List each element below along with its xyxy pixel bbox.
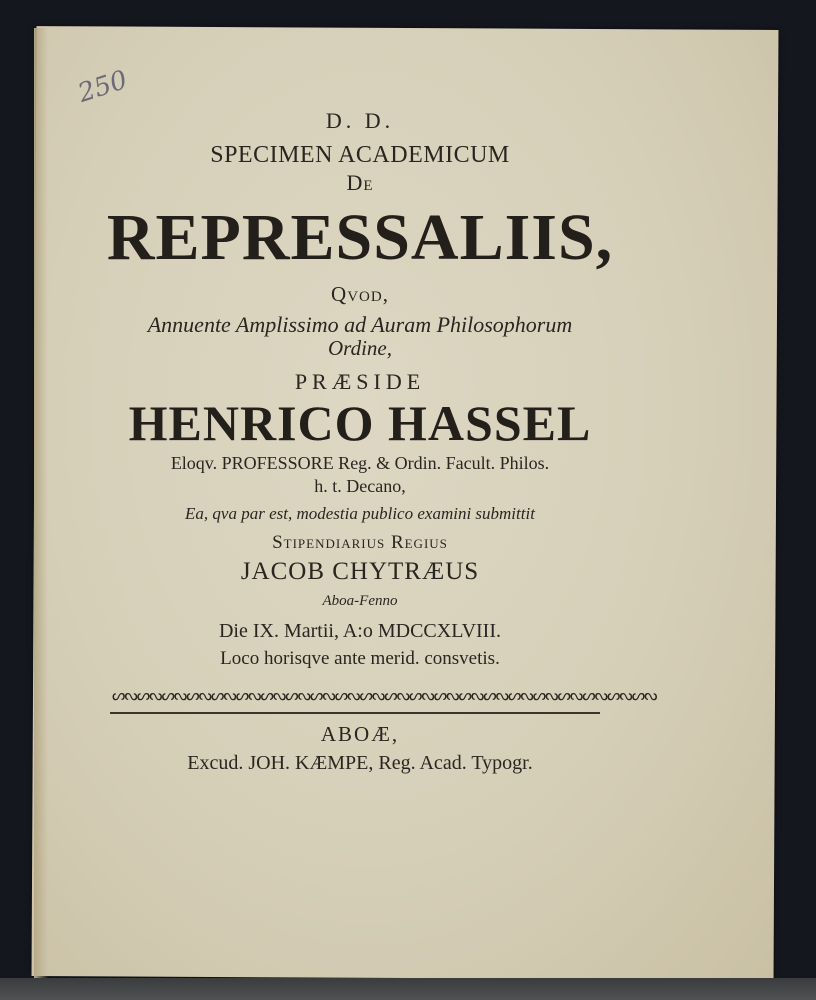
place-line: Loco horisqve ante merid. consvetis. (220, 648, 500, 669)
divider-rule (110, 712, 600, 714)
printer-line: Excud. JOH. KÆMPE, Reg. Acad. Typogr. (187, 752, 533, 774)
praeses-name: HENRICO HASSEL (128, 395, 592, 451)
praeses-title: Eloqv. PROFESSORE Reg. & Ordin. Facult. Philos. (170, 453, 550, 473)
submittit-line: Ea, qva par est, modestia publico examini submittit (185, 504, 535, 523)
decano-line: h. t. Decano, (314, 476, 406, 496)
handwritten-note: 250 (74, 65, 132, 109)
de-line: De (346, 170, 374, 195)
respondent-name: JACOB CHYTRÆUS (240, 558, 480, 585)
city-line: ABOÆ, (320, 722, 400, 746)
ordine-line: Ordine, (328, 336, 392, 360)
ornament-border: ᔕᔓᔕᔓᔕᔓᔕᔓᔕᔓᔕᔓᔕᔓᔕᔓᔕᔓᔕᔓᔕᔓᔕᔓᔕᔓᔕᔓᔕᔓᔕᔓᔕᔓᔕᔓᔕᔓᔕᔓᔕᔓᔕᔓ (112, 688, 657, 704)
main-title: REPRESSALIIS, (106, 201, 614, 274)
origin-line: Aboa-Fenno (322, 593, 398, 609)
quod-line: Qvod, (331, 282, 389, 306)
page-edge (34, 28, 48, 978)
subtitle-line: SPECIMEN ACADEMICUM (210, 142, 510, 168)
dedication: D. D. (325, 108, 395, 133)
praeside-line: PRÆSIDE (294, 369, 426, 394)
shelf (0, 978, 816, 1000)
stipendiarius-line: Stipendiarius Regius (272, 532, 448, 553)
annuente-line: Annuente Amplissimo ad Auram Philosophorum (147, 312, 573, 337)
date-line: Die IX. Martii, A:o MDCCXLVIII. (218, 620, 502, 642)
